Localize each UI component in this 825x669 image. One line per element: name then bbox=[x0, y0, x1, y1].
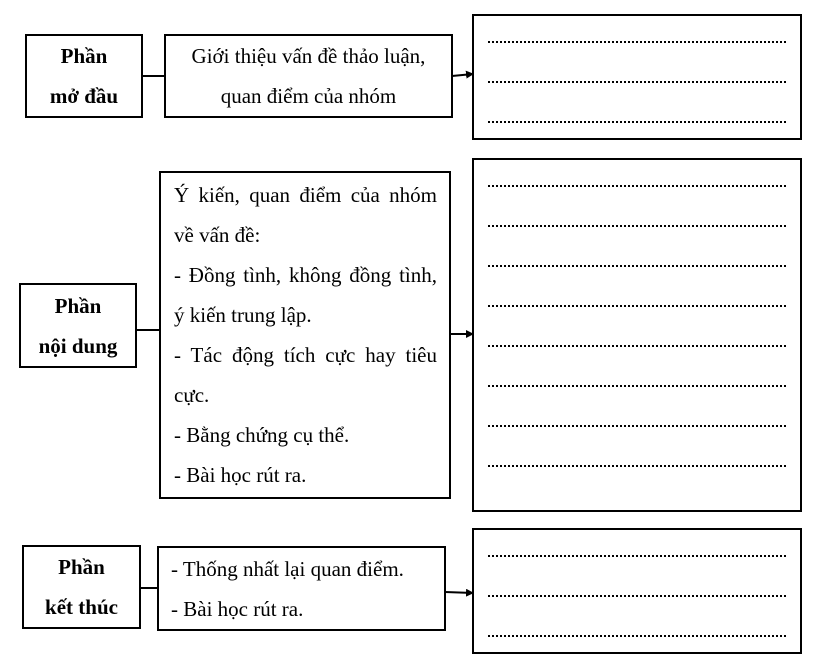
body-answer-box[interactable] bbox=[472, 158, 802, 512]
body-answer-line-8 bbox=[488, 465, 786, 467]
body-label-box bbox=[19, 283, 137, 368]
body-content-box bbox=[159, 171, 451, 499]
body-label-line2: nội dung bbox=[38, 333, 118, 358]
intro-answer-line-1 bbox=[488, 41, 786, 43]
conclusion-answer-line-3 bbox=[488, 635, 786, 637]
intro-label-line1: Phần bbox=[60, 44, 108, 68]
body-content-item-3: - Bằng chứng cụ thể. bbox=[174, 423, 350, 447]
body-answer-line-1 bbox=[488, 185, 786, 187]
conclusion-answer-line-1 bbox=[488, 555, 786, 557]
intro-answer-line-3 bbox=[488, 121, 786, 123]
body-content-item-2: - Tác động tích cực hay tiêu cực. bbox=[174, 343, 437, 407]
conclusion-arrow bbox=[445, 592, 473, 593]
body-content-heading: Ý kiến, quan điểm của nhóm về vấn đề: bbox=[174, 183, 437, 247]
conclusion-label-line1: Phần bbox=[58, 555, 105, 579]
conclusion-content-box bbox=[157, 546, 446, 631]
intro-label-line2: mở đầu bbox=[49, 84, 119, 108]
conclusion-answer-line-2 bbox=[488, 595, 786, 597]
conclusion-content-item-1: - Thống nhất lại quan điểm. bbox=[171, 556, 404, 581]
body-label-line1: Phần bbox=[54, 293, 102, 318]
conclusion-answer-box[interactable] bbox=[472, 528, 802, 654]
body-answer-line-5 bbox=[488, 345, 786, 347]
intro-answer-line-2 bbox=[488, 81, 786, 83]
body-answer-line-4 bbox=[488, 305, 786, 307]
conclusion-content-item-2: - Bài học rút ra. bbox=[171, 596, 304, 621]
intro-content-line1: Giới thiệu vấn đề thảo luận, bbox=[191, 44, 426, 68]
intro-answer-box[interactable] bbox=[472, 14, 802, 140]
intro-content-box bbox=[164, 34, 453, 118]
body-answer-line-3 bbox=[488, 265, 786, 267]
body-answer-line-6 bbox=[488, 385, 786, 387]
conclusion-label-line2: kết thúc bbox=[45, 595, 118, 619]
body-answer-line-7 bbox=[488, 425, 786, 427]
intro-label-box bbox=[25, 34, 143, 118]
body-content-item-4: - Bài học rút ra. bbox=[174, 463, 307, 487]
intro-content-line2: quan điểm của nhóm bbox=[220, 84, 397, 108]
body-answer-line-2 bbox=[488, 225, 786, 227]
conclusion-label-box bbox=[22, 545, 141, 629]
intro-arrow bbox=[452, 74, 473, 76]
body-content-item-1: - Đồng tình, không đồng tình, ý kiến trung lập. bbox=[174, 263, 437, 327]
